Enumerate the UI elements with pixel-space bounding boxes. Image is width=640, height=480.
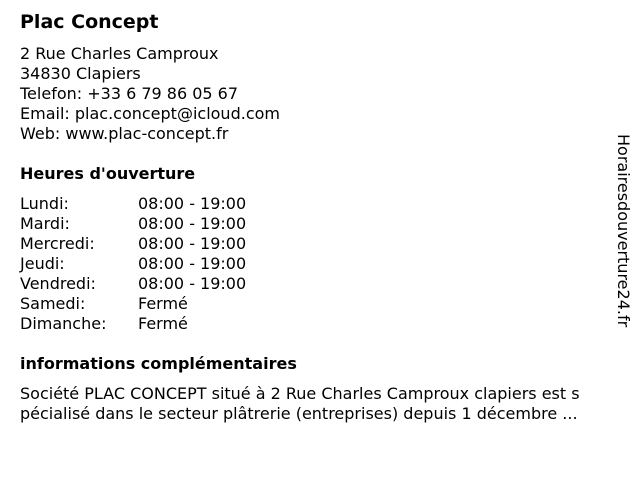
opening-hours-heading: Heures d'ouverture <box>20 164 196 183</box>
email-line: Email: plac.concept@icloud.com <box>20 104 280 123</box>
hours-row-monday <box>20 194 280 214</box>
hours-row-tuesday <box>20 214 280 234</box>
contact-block <box>20 44 280 144</box>
opening-hours-table <box>20 194 280 334</box>
hours-time: Fermé <box>138 294 188 313</box>
hours-time: 08:00 - 19:00 <box>138 214 247 233</box>
web-line: Web: www.plac-concept.fr <box>20 124 229 143</box>
hours-day: Mercredi: <box>20 234 95 253</box>
additional-info-heading: informations complémentaires <box>20 354 297 373</box>
hours-row-thursday <box>20 254 280 274</box>
business-description <box>20 384 630 424</box>
hours-day: Lundi: <box>20 194 69 213</box>
hours-day: Samedi: <box>20 294 86 313</box>
hours-row-friday <box>20 274 280 294</box>
hours-row-wednesday <box>20 234 280 254</box>
hours-time: 08:00 - 19:00 <box>138 254 247 273</box>
business-name: Plac Concept <box>20 11 159 33</box>
hours-time: 08:00 - 19:00 <box>138 234 247 253</box>
description-line: pécialisé dans le secteur plâtrerie (entreprises) depuis 1 décembre ... <box>20 404 578 423</box>
hours-row-sunday <box>20 314 280 334</box>
hours-day: Dimanche: <box>20 314 107 333</box>
phone-line: Telefon: +33 6 79 86 05 67 <box>20 84 239 103</box>
hours-day: Vendredi: <box>20 274 96 293</box>
hours-row-saturday <box>20 294 280 314</box>
hours-day: Jeudi: <box>20 254 65 273</box>
hours-time: 08:00 - 19:00 <box>138 274 247 293</box>
address-street: 2 Rue Charles Camproux <box>20 44 219 63</box>
address-city: 34830 Clapiers <box>20 64 141 83</box>
hours-time: Fermé <box>138 314 188 333</box>
hours-day: Mardi: <box>20 214 70 233</box>
description-line: Société PLAC CONCEPT situé à 2 Rue Charles Camproux clapiers est s <box>20 384 580 403</box>
hours-time: 08:00 - 19:00 <box>138 194 247 213</box>
site-watermark: Horairesdouverture24.fr <box>614 134 633 328</box>
